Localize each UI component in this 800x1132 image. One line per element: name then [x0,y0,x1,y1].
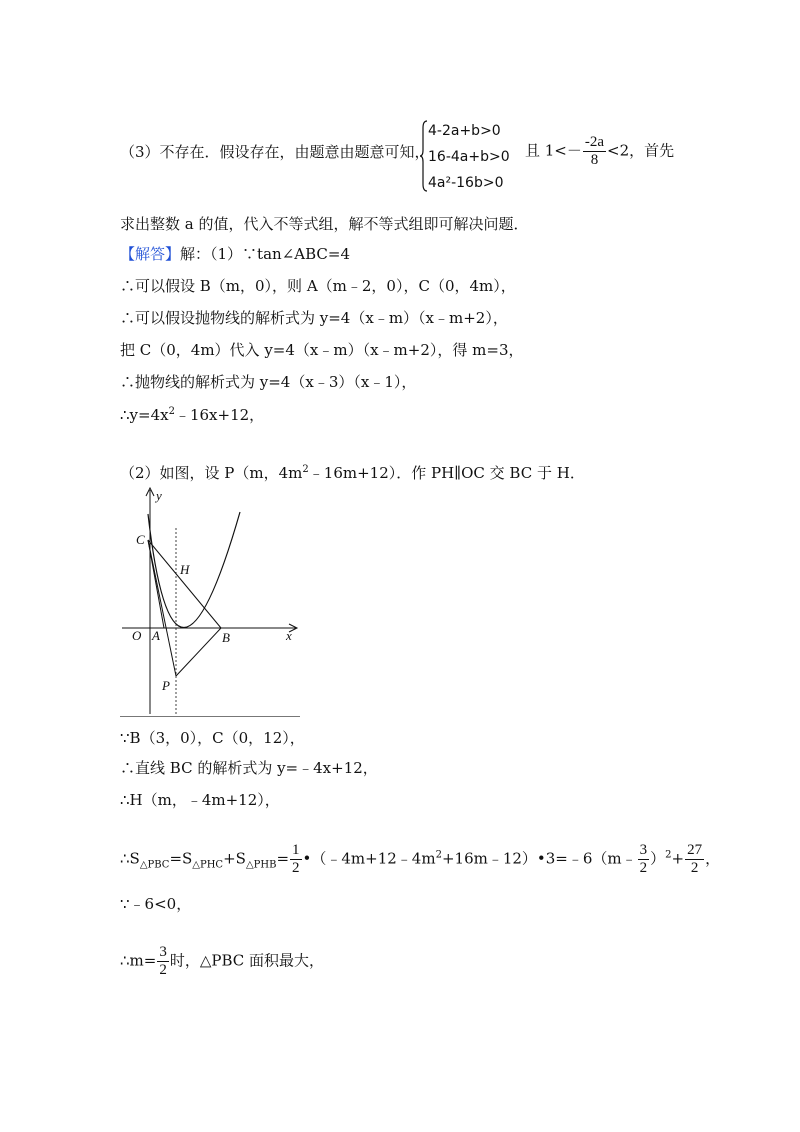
part2-post: ﹣16m+12）．作 PH∥OC 交 BC 于 H． [308,464,585,482]
and-text: 且 1<－ [525,141,582,160]
line-pb [176,628,221,676]
parabola-figure [118,484,308,716]
answer-line-3: 把 C（0，4m）代入 y=4（x﹣m）（x﹣m+2），得 m=3， [120,341,524,359]
fraction-neg2a-8 [583,134,606,169]
s4-sub1: △PBC [139,859,170,871]
f2-num: 3 [639,842,648,858]
inequality-system [428,118,510,196]
part2-pre: （2）如图，设 P（m，4m [120,464,303,482]
s6-num: 3 [159,944,167,960]
ineq-1: 4-2a+b>0 [428,123,501,139]
frac-m-3-2 [157,944,169,979]
frac-1-2 [290,842,302,877]
label-x: x [286,628,292,643]
part2-line [120,460,585,483]
answer-line-5 [120,402,264,425]
s4-sup: 2 [435,849,442,861]
step-4 [120,842,720,877]
answer-head-line [120,244,350,264]
label-p: P [162,678,170,693]
s4-h: ） [650,849,666,868]
s4-sup2: 2 [665,849,672,861]
label-c: C [136,532,145,547]
label-b: B [222,630,230,645]
part3-condition [525,134,674,169]
f2-den: 2 [639,860,648,876]
frac-27-2 [685,842,704,877]
eq-post: ﹣16x+12， [174,406,265,424]
suffix-text: <2，首先 [607,141,675,160]
label-h: H [180,562,190,577]
frac-den: 8 [590,152,599,168]
eq-pre: ∴y=4x [120,406,169,424]
s4-b: =S [169,849,193,868]
f1-num: 1 [292,842,300,858]
part3-prefix: （3）不存在．假设存在，由题意由题意可知， [120,143,430,161]
s4-a: ∴S [120,849,140,868]
frac-num: -2a [584,134,605,150]
eq-sup: 2 [168,406,175,417]
s4-sub3: △PHB [245,859,277,871]
f1-den: 2 [292,860,300,876]
step-1: ∵B（3，0），C（0，12）， [120,729,305,747]
answer-tag: 【解答】 [120,245,181,263]
answer-head: 解：（1）∵tan∠ABC=4 [180,245,350,263]
step-2: ∴直线 BC 的解析式为 y=﹣4x+12， [120,759,378,777]
label-a: A [152,628,160,643]
answer-line-1: ∴可以假设 B（m，0），则 A（m﹣2，0），C（0，4m）， [120,277,516,295]
label-y: y [156,488,162,503]
s6-den: 2 [159,962,167,978]
label-o: O [132,628,142,643]
s4-c: +S [223,849,246,868]
s6-b: 时，△PBC 面积最大， [169,951,325,970]
step-5: ∵﹣6<0， [120,895,192,913]
system-brace [420,120,428,192]
answer-line-4: ∴抛物线的解析式为 y=4（x﹣3）（x﹣1）， [120,373,417,391]
answer-line-2: ∴可以假设抛物线的解析式为 y=4（x﹣m）（x﹣m+2）， [120,309,508,327]
f3-num: 27 [687,842,703,858]
ineq-2: 16-4a+b>0 [428,149,510,165]
s4-g: +16m﹣12）•3=﹣6（m﹣ [441,849,637,868]
step-3: ∴H（m，﹣4m+12）， [120,791,280,809]
s4-j: ， [705,849,721,868]
s6-a: ∴m= [120,951,157,970]
parabola [148,512,240,628]
step-6 [120,944,324,979]
s4-sub2: △PHC [192,859,224,871]
part3-line1 [120,142,430,162]
f3-den: 2 [690,860,699,876]
part3-line2: 求出整数 a 的值，代入不等式组，解不等式组即可解决问题． [120,215,529,233]
ineq-3: 4a²-16b>0 [428,175,504,191]
frac-3-2 [638,842,650,877]
part2-sup: 2 [302,464,309,475]
s4-e: •（﹣4m+12﹣4m [302,849,436,868]
s4-i: + [671,849,685,868]
figure-divider [120,716,300,717]
s4-d: = [276,849,290,868]
